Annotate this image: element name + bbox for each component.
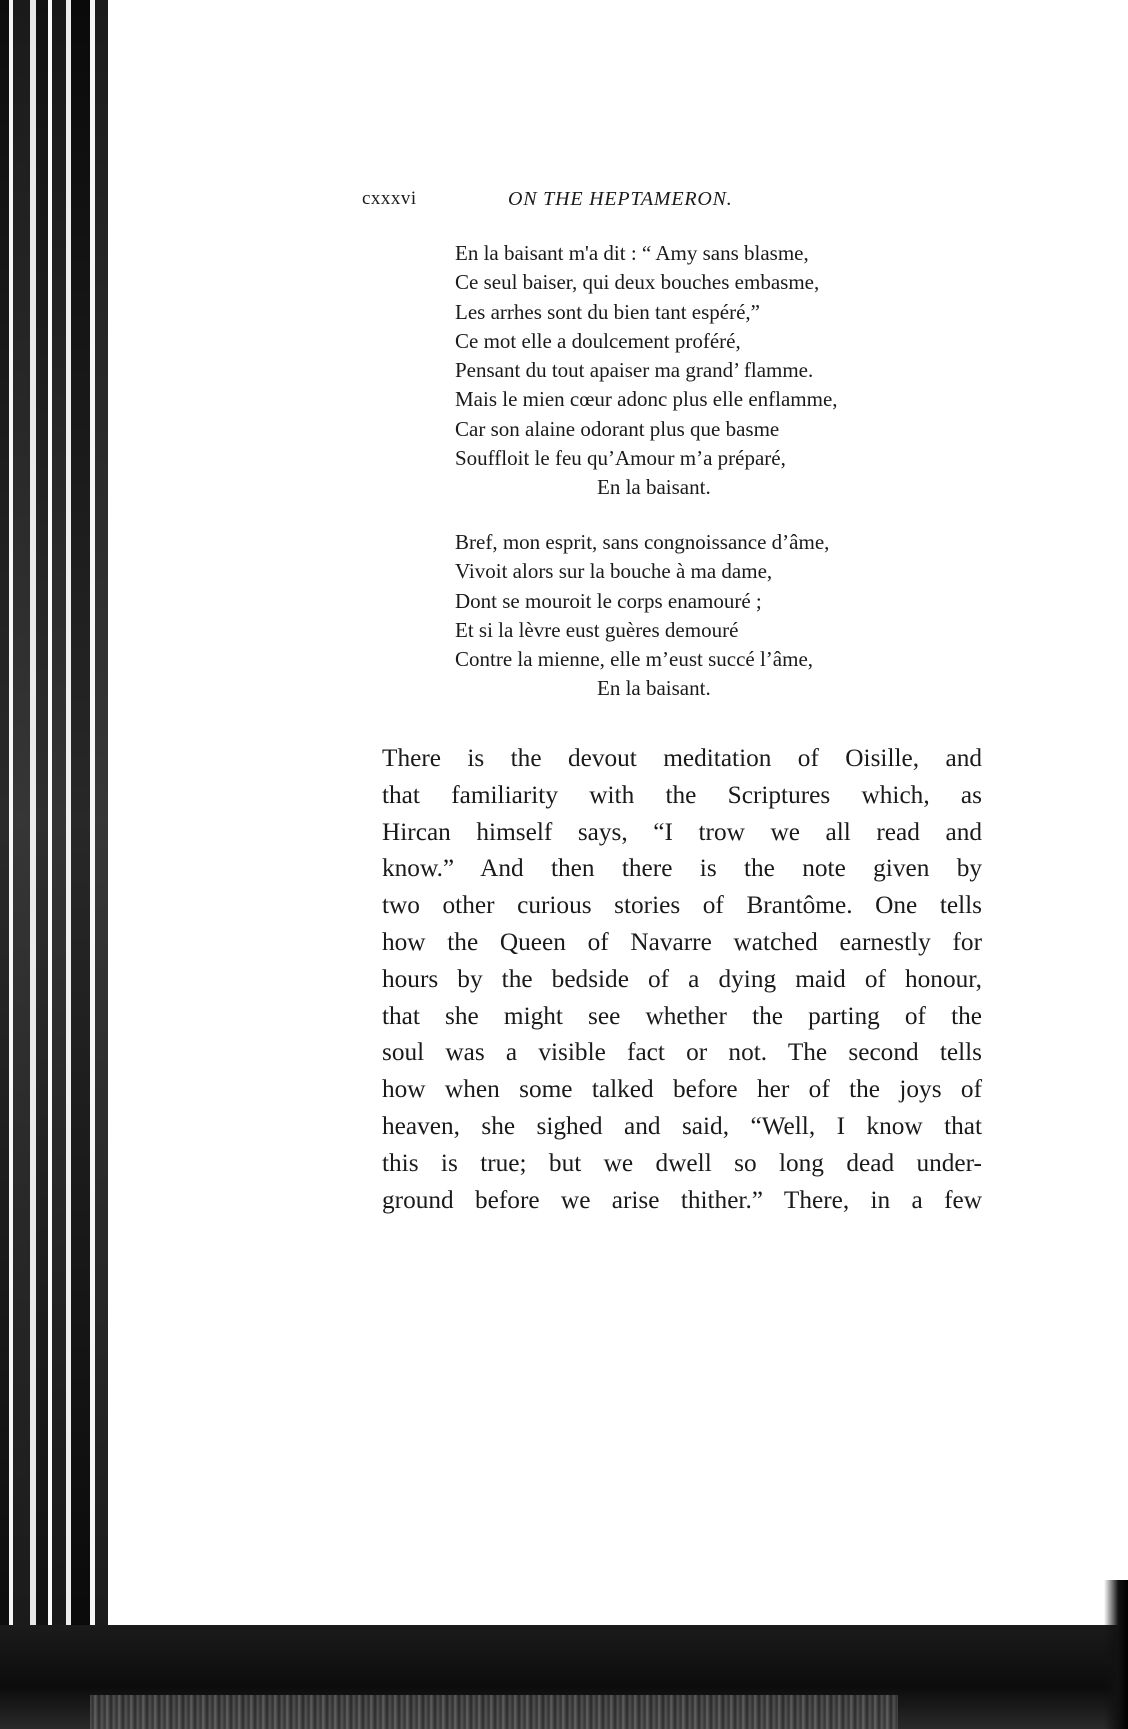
poem-line: Ce seul baiser, qui deux bouches embasme, bbox=[455, 270, 820, 295]
scan-right-shadow bbox=[1104, 1580, 1128, 1729]
paragraph-line: this is true; but we dwell so long dead under- bbox=[382, 1148, 982, 1177]
poem-line: Car son alaine odorant plus que basme bbox=[455, 416, 780, 441]
paragraph-line: heaven, she sighed and said, “Well, I know that bbox=[382, 1111, 982, 1140]
poem-line: Contre la mienne, elle m’eust succé l’âme, bbox=[455, 647, 814, 672]
paragraph-line: how when some talked before her of the joys of bbox=[382, 1075, 982, 1104]
paragraph-line: There is the devout meditation of Oisille, and bbox=[382, 744, 982, 772]
paragraph-line: know.” And then there is the note given by bbox=[382, 854, 982, 883]
paragraph-line: that she might see whether the parting of the bbox=[382, 1001, 982, 1030]
page-header-title: ON THE HEPTAMERON. bbox=[508, 188, 733, 210]
poem-line: Souffloit le feu qu’Amour m’a préparé, bbox=[455, 446, 786, 471]
paragraph-line: Hircan himself says, “I trow we all read and bbox=[382, 817, 982, 846]
poem-line: Mais le mien cœur adonc plus elle enflamme, bbox=[455, 387, 838, 412]
running-head bbox=[362, 188, 882, 218]
poem-line: Dont se mouroit le corps enamouré ; bbox=[455, 588, 762, 613]
paragraph-line: that familiarity with the Scriptures which, as bbox=[382, 780, 982, 809]
poem-line: Les arrhes sont du bien tant espéré,” bbox=[455, 299, 760, 324]
scan-bottom-shadow bbox=[0, 1625, 1128, 1729]
poem-line: Vivoit alors sur la bouche à ma dame, bbox=[455, 559, 773, 584]
poem-stanza-2 bbox=[455, 528, 975, 704]
paragraph-line: ground before we arise thither.” There, in a few bbox=[382, 1185, 982, 1214]
paragraph-line: how the Queen of Navarre watched earnestly for bbox=[382, 927, 982, 956]
book-spine-edge bbox=[0, 0, 118, 1640]
poem-stanza-1 bbox=[455, 239, 975, 503]
poem-line: Pensant du tout apaiser ma grand’ flamme. bbox=[455, 358, 814, 383]
paragraph-line: two other curious stories of Brantôme. One tells bbox=[382, 891, 982, 920]
poem-line: Et si la lèvre eust guères demouré bbox=[455, 617, 739, 642]
paragraph-line: soul was a visible fact or not. The second tells bbox=[382, 1038, 982, 1067]
poem-refrain: En la baisant. bbox=[597, 475, 711, 500]
poem-refrain: En la baisant. bbox=[597, 676, 711, 701]
poem-line: En la baisant m'a dit : “ Amy sans blasme, bbox=[455, 241, 809, 265]
page-number: cxxxvi bbox=[362, 188, 417, 209]
body-paragraph bbox=[382, 740, 982, 1218]
poem-line: Ce mot elle a doulcement proféré, bbox=[455, 328, 741, 353]
paragraph-line: hours by the bedside of a dying maid of honour, bbox=[382, 964, 982, 993]
poem-line: Bref, mon esprit, sans congnoissance d’âme, bbox=[455, 530, 830, 554]
